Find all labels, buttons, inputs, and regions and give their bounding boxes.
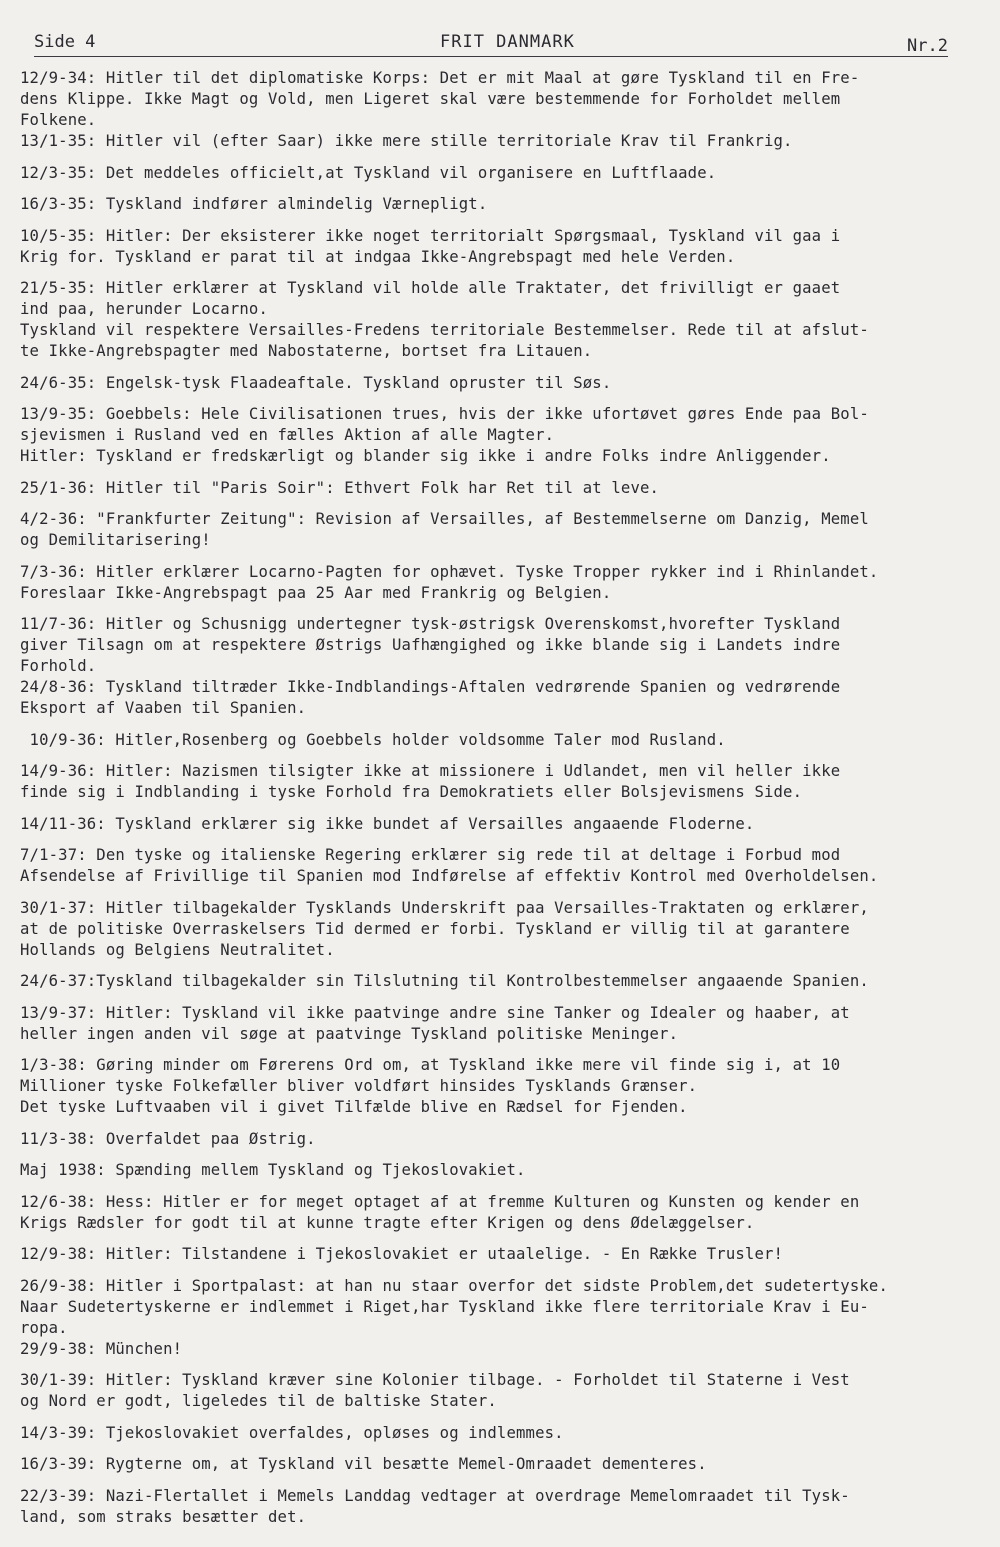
entry-line: 14/11-36: Tyskland erklærer sig ikke bundet af Versailles angaaende Floderne. [20, 814, 755, 833]
chronology-entry [20, 68, 970, 131]
entry-line: sjevismen i Rusland ved en fælles Aktion af alle Magter. [20, 426, 555, 444]
entry-line: 30/1-37: Hitler tilbagekalder Tysklands Underskrift paa Versailles-Traktaten og erklærer, [20, 898, 869, 917]
entry-line: ind paa, herunder Locarno. [20, 300, 268, 318]
entry-line: 11/7-36: Hitler og Schusnigg undertegner tysk-østrigsk Overenskomst,hvorefter Tyskland [20, 615, 841, 633]
entry-line: 14/9-36: Hitler: Nazismen tilsigter ikke at missionere i Udlandet, men vil heller ikke [20, 762, 841, 780]
page-side-label: Side 4 [34, 32, 96, 52]
header-rule [34, 56, 948, 57]
entry-line: 26/9-38: Hitler i Sportpalast: at han nu staar overfor det sidste Problem,det sudetertyske. [20, 1276, 888, 1295]
entry-line: Hitler: Tyskland er fredskærligt og blander sig ikke i andre Folks indre Anliggender. [20, 447, 831, 465]
entry-line: 1/3-38: Gøring minder om Førerens Ord om, at Tyskland ikke mere vil finde sig i, at 10 [20, 1056, 841, 1074]
entry-line: te Ikke-Angrebspagter med Nabostaterne, bortset fra Litauen. [20, 342, 593, 360]
entry-line: 25/1-36: Hitler til "Paris Soir": Ethvert Folk har Ret til at leve. [20, 478, 660, 497]
chronology-entry [20, 1129, 970, 1150]
entry-line: 7/1-37: Den tyske og italienske Regering erklærer sig rede til at deltage i Forbud mod [20, 846, 841, 864]
entry-line: 13/9-35: Goebbels: Hele Civilisationen trues, hvis der ikke ufortøvet gøres Ende paa Bol- [20, 405, 869, 423]
entry-line: Millioner tyske Folkefæller bliver voldført hinsides Tysklands Grænser. [20, 1077, 698, 1095]
entry-line: 16/3-39: Rygterne om, at Tyskland vil besætte Memel-Omraadet dementeres. [20, 1455, 707, 1473]
chronology-entry [20, 1192, 970, 1234]
entry-line: Afsendelse af Frivillige til Spanien mod Indførelse af effektiv Kontrol med Overholdelsen. [20, 867, 879, 885]
entry-line: at de politiske Overraskelsers Tid dermed er forbi. Tyskland er villig til at garantere [20, 919, 850, 938]
chronology-entry [20, 1423, 970, 1444]
entry-line: heller ingen anden vil søge at paatvinge Tyskland politiske Meninger. [20, 1024, 679, 1043]
entry-line: 24/6-37:Tyskland tilbagekalder sin Tilslutning til Kontrolbestemmelser angaaende Spanien. [20, 972, 869, 990]
chronology-entry [20, 404, 970, 467]
entry-line: 10/9-36: Hitler,Rosenberg og Goebbels holder voldsomme Taler mod Rusland. [20, 730, 726, 749]
entry-line: finde sig i Indblanding i tyske Forhold fra Demokratiets eller Bolsjevismens Side. [20, 783, 803, 801]
chronology-entry [20, 1339, 970, 1360]
entry-line: 13/9-37: Hitler: Tyskland vil ikke paatvinge andre sine Tanker og Idealer og haaber, at [20, 1003, 850, 1022]
chronology-entry [20, 509, 970, 551]
chronology-entry [20, 1276, 970, 1339]
entry-line: 16/3-35: Tyskland indfører almindelig Værnepligt. [20, 195, 488, 213]
entry-line: dens Klippe. Ikke Magt og Vold, men Ligeret skal være bestemmende for Forholdet mellem [20, 90, 841, 108]
chronology-entry [20, 478, 970, 499]
entry-line: Krig for. Tyskland er parat til at indgaa Ikke-Angrebspagt med hele Verden. [20, 247, 736, 266]
chronology-entry [20, 1370, 970, 1412]
chronology-entry [20, 614, 970, 677]
chronology-entry [20, 1160, 970, 1181]
chronology-entry [20, 1055, 970, 1118]
entry-line: land, som straks besætter det. [20, 1507, 307, 1526]
entry-line: Foreslaar Ikke-Angrebspagt paa 25 Aar med Frankrig og Belgien. [20, 583, 612, 602]
entry-line: og Nord er godt, ligeledes til de baltiske Stater. [20, 1392, 497, 1410]
entry-line: og Demilitarisering! [20, 531, 211, 549]
entry-line: 12/3-35: Det meddeles officielt,at Tyskland vil organisere en Luftflaade. [20, 163, 717, 182]
entry-line: Hollands og Belgiens Neutralitet. [20, 940, 335, 959]
issue-number: Nr.2 [907, 36, 948, 56]
chronology-entry [20, 163, 970, 184]
entry-line: Eksport af Vaaben til Spanien. [20, 699, 307, 717]
entry-line: ropa. [20, 1318, 68, 1337]
entry-line: 14/3-39: Tjekoslovakiet overfaldes, opløses og indlemmes. [20, 1423, 564, 1442]
entry-line: 24/8-36: Tyskland tiltræder Ikke-Indblandings-Aftalen vedrørende Spanien og vedrørende [20, 678, 841, 696]
chronology-entry [20, 761, 970, 803]
chronology-entry [20, 194, 970, 215]
chronology-entry [20, 278, 970, 362]
chronology-entry [20, 1454, 970, 1475]
chronology-entry [20, 1486, 970, 1528]
chronology-entry [20, 1003, 970, 1045]
entry-line: Naar Sudetertyskerne er indlemmet i Riget,har Tyskland ikke flere territoriale Krav i Eu- [20, 1297, 869, 1316]
entry-line: Maj 1938: Spænding mellem Tyskland og Tjekoslovakiet. [20, 1161, 526, 1179]
chronology-entry [20, 814, 970, 835]
entry-line: 12/6-38: Hess: Hitler er for meget optaget af at fremme Kulturen og Kunsten og kender en [20, 1192, 860, 1211]
entry-line: 11/3-38: Overfaldet paa Østrig. [20, 1129, 316, 1148]
entry-line: Folkene. [20, 111, 97, 129]
page-header [20, 28, 970, 68]
chronology-entry [20, 677, 970, 719]
entry-line: Tyskland vil respektere Versailles-Fredens territoriale Bestemmelser. Rede til at afslut- [20, 321, 869, 339]
newspaper-title: FRIT DANMARK [440, 32, 575, 52]
chronology-entry [20, 562, 970, 604]
entry-line: 12/9-38: Hitler: Tilstandene i Tjekoslovakiet er utaalelige. - En Række Trusler! [20, 1245, 784, 1263]
chronology-entry [20, 971, 970, 992]
chronology-entry [20, 131, 970, 152]
chronology-entry [20, 226, 970, 268]
entry-line: 12/9-34: Hitler til det diplomatiske Korps: Det er mit Maal at gøre Tyskland til en Fre- [20, 69, 860, 87]
entry-line: 22/3-39: Nazi-Flertallet i Memels Landdag vedtager at overdrage Memelomraadet til Tysk- [20, 1486, 850, 1505]
entry-line: 29/9-38: München! [20, 1339, 183, 1358]
chronology-entry [20, 845, 970, 887]
chronology-entry [20, 730, 970, 751]
entry-line: 24/6-35: Engelsk-tysk Flaadeaftale. Tyskland opruster til Søs. [20, 373, 612, 392]
entry-line: Det tyske Luftvaaben vil i givet Tilfælde blive en Rædsel for Fjenden. [20, 1098, 688, 1116]
chronology-entries [20, 68, 970, 1528]
entry-line: 10/5-35: Hitler: Der eksisterer ikke noget territorialt Spørgsmaal, Tyskland vil gaa i [20, 226, 841, 245]
entry-line: 21/5-35: Hitler erklærer at Tyskland vil holde alle Traktater, det frivilligt er gaaet [20, 279, 841, 297]
entry-line: Krigs Rædsler for godt til at kunne tragte efter Krigen og dens Ødelæggelser. [20, 1213, 755, 1232]
entry-line: 30/1-39: Hitler: Tyskland kræver sine Kolonier tilbage. - Forholdet til Staterne i Vest [20, 1371, 850, 1389]
entry-line: 13/1-35: Hitler vil (efter Saar) ikke mere stille territoriale Krav til Frankrig. [20, 132, 793, 150]
entry-line: 7/3-36: Hitler erklærer Locarno-Pagten for ophævet. Tyske Tropper rykker ind i Rhinlandet. [20, 562, 879, 581]
chronology-entry [20, 1244, 970, 1265]
chronology-entry [20, 898, 970, 961]
entry-line: giver Tilsagn om at respektere Østrigs Uafhængighed og ikke blande sig i Landets indre [20, 636, 841, 654]
entry-line: 4/2-36: "Frankfurter Zeitung": Revision af Versailles, af Bestemmelserne om Danzig, Memel [20, 510, 869, 528]
entry-line: Forhold. [20, 657, 97, 675]
chronology-entry [20, 373, 970, 394]
